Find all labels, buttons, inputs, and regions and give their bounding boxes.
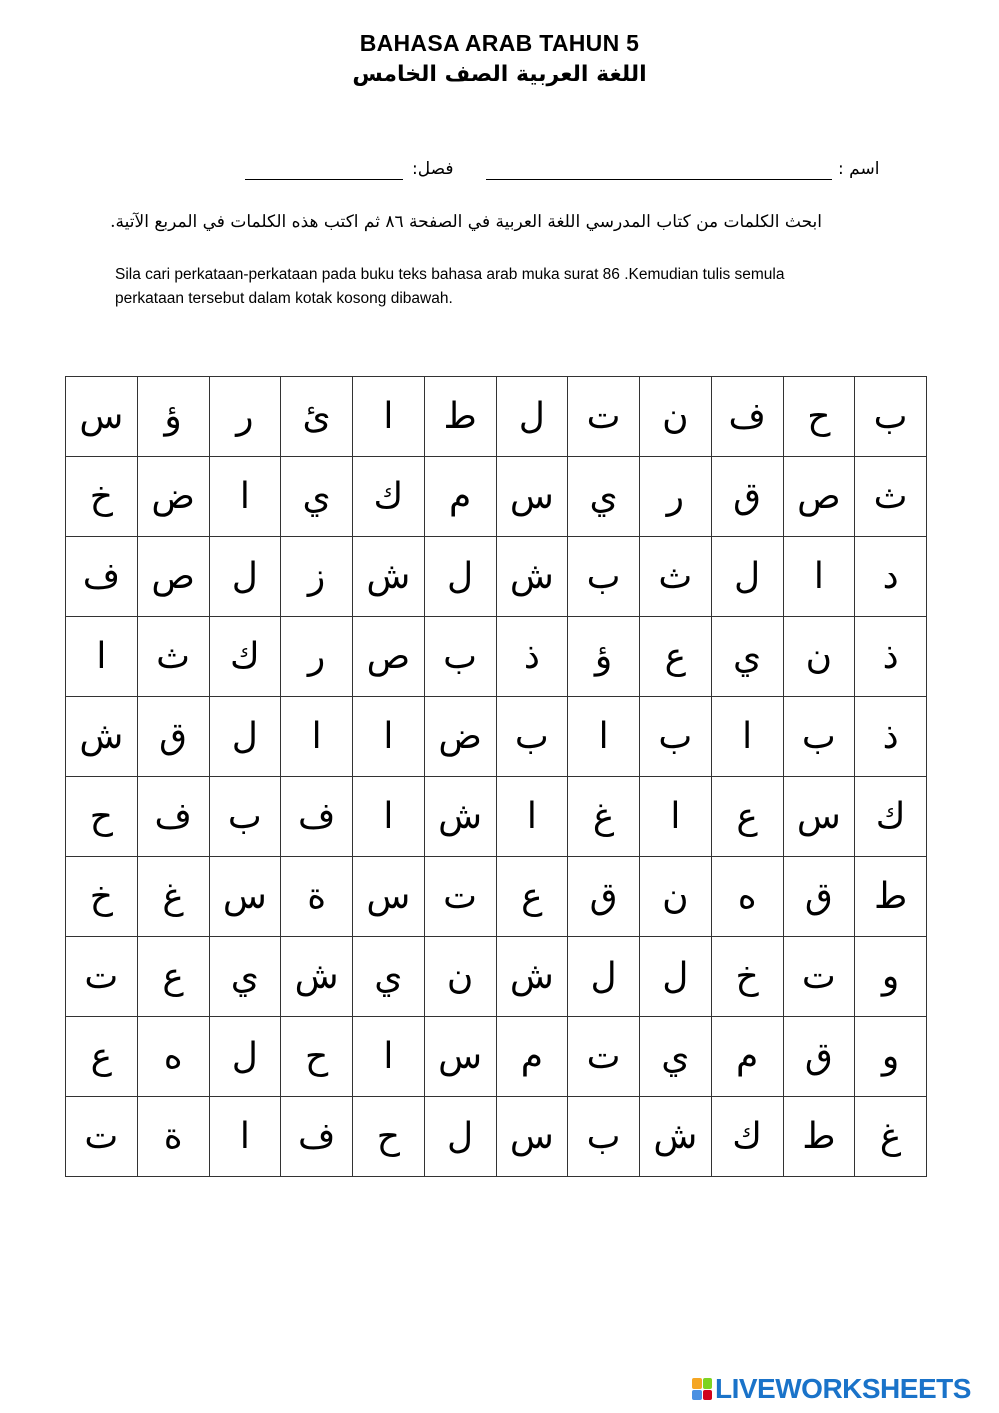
- grid-cell[interactable]: ل: [568, 937, 640, 1017]
- grid-cell[interactable]: ت: [568, 377, 640, 457]
- grid-row: [66, 857, 927, 937]
- grid-cell[interactable]: ط: [783, 1097, 855, 1177]
- grid-cell[interactable]: ه: [711, 857, 783, 937]
- grid-row: [66, 377, 927, 457]
- grid-cell[interactable]: ع: [137, 937, 209, 1017]
- grid-cell[interactable]: ة: [281, 857, 353, 937]
- grid-cell[interactable]: ل: [711, 537, 783, 617]
- grid-cell[interactable]: و: [855, 1017, 927, 1097]
- grid-cell[interactable]: ل: [640, 937, 712, 1017]
- grid-cell[interactable]: غ: [855, 1097, 927, 1177]
- grid-cell[interactable]: ب: [496, 697, 568, 777]
- grid-cell[interactable]: ا: [281, 697, 353, 777]
- grid-cell[interactable]: ن: [424, 937, 496, 1017]
- grid-cell[interactable]: ت: [783, 937, 855, 1017]
- grid-cell[interactable]: ص: [137, 537, 209, 617]
- grid-cell[interactable]: س: [209, 857, 281, 937]
- instruction-arabic: ابحث الكلمات من كتاب المدرسي اللغة العربية في الصفحة ٨٦ ثم اكتب هذه الكلمات في المربع الآتية.: [110, 212, 822, 232]
- grid-cell[interactable]: م: [711, 1017, 783, 1097]
- word-search-grid: [65, 376, 927, 1177]
- grid-cell[interactable]: ص: [783, 457, 855, 537]
- grid-row: [66, 1097, 927, 1177]
- grid-cell[interactable]: ه: [137, 1017, 209, 1097]
- grid-cell[interactable]: ل: [209, 1017, 281, 1097]
- grid-cell[interactable]: ط: [855, 857, 927, 937]
- grid-cell[interactable]: ا: [209, 457, 281, 537]
- grid-cell[interactable]: ا: [496, 777, 568, 857]
- grid-cell[interactable]: ا: [353, 377, 425, 457]
- grid-cell[interactable]: ط: [424, 377, 496, 457]
- grid-row: [66, 617, 927, 697]
- grid-cell[interactable]: ر: [281, 617, 353, 697]
- grid-row: [66, 777, 927, 857]
- grid-cell[interactable]: ك: [855, 777, 927, 857]
- grid-cell[interactable]: ح: [783, 377, 855, 457]
- grid-cell[interactable]: ن: [640, 377, 712, 457]
- grid-cell[interactable]: ت: [568, 1017, 640, 1097]
- grid-cell[interactable]: ب: [209, 777, 281, 857]
- grid-cell[interactable]: ي: [640, 1017, 712, 1097]
- grid-cell[interactable]: ي: [568, 457, 640, 537]
- grid-cell[interactable]: ل: [496, 377, 568, 457]
- grid-cell[interactable]: ش: [353, 537, 425, 617]
- grid-cell[interactable]: د: [855, 537, 927, 617]
- grid-cell[interactable]: م: [424, 457, 496, 537]
- grid-cell[interactable]: ي: [353, 937, 425, 1017]
- grid-cell[interactable]: ر: [209, 377, 281, 457]
- grid-cell[interactable]: ا: [209, 1097, 281, 1177]
- grid-cell[interactable]: ب: [783, 697, 855, 777]
- grid-cell[interactable]: ق: [137, 697, 209, 777]
- instruction-malay-line2: perkataan tersebut dalam kotak kosong dibawah.: [115, 290, 453, 307]
- grid-cell[interactable]: ش: [640, 1097, 712, 1177]
- grid-cell[interactable]: ف: [137, 777, 209, 857]
- grid-cell[interactable]: ب: [855, 377, 927, 457]
- grid-cell[interactable]: ق: [568, 857, 640, 937]
- page-subtitle: اللغة العربية الصف الخامس: [352, 62, 647, 87]
- grid-row: [66, 937, 927, 1017]
- grid-cell[interactable]: ل: [209, 697, 281, 777]
- grid-cell[interactable]: ن: [640, 857, 712, 937]
- grid-cell[interactable]: ث: [137, 617, 209, 697]
- grid-cell[interactable]: ع: [640, 617, 712, 697]
- grid-cell[interactable]: ة: [137, 1097, 209, 1177]
- grid-cell[interactable]: ق: [783, 857, 855, 937]
- instruction-malay-line1: Sila cari perkataan-perkataan pada buku teks bahasa arab muka surat 86 .Kemudian tulis semula: [115, 266, 785, 283]
- name-label: اسم :: [838, 159, 880, 179]
- grid-cell[interactable]: ا: [711, 697, 783, 777]
- liveworksheets-logo-text: LIVEWORKSHEETS: [715, 1373, 971, 1404]
- grid-cell[interactable]: ش: [496, 537, 568, 617]
- grid-cell[interactable]: ؤ: [137, 377, 209, 457]
- grid-cell[interactable]: ؤ: [568, 617, 640, 697]
- grid-cell[interactable]: ذ: [855, 697, 927, 777]
- grid-cell[interactable]: ع: [496, 857, 568, 937]
- name-field[interactable]: [486, 179, 832, 180]
- instruction-malay: [115, 263, 875, 311]
- grid-cell[interactable]: خ: [711, 937, 783, 1017]
- grid-cell[interactable]: س: [66, 377, 138, 457]
- grid-cell[interactable]: ض: [137, 457, 209, 537]
- grid-cell[interactable]: غ: [568, 777, 640, 857]
- grid-cell[interactable]: خ: [66, 457, 138, 537]
- grid-cell[interactable]: ت: [424, 857, 496, 937]
- grid-cell[interactable]: س: [353, 857, 425, 937]
- grid-cell[interactable]: ش: [424, 777, 496, 857]
- grid-cell[interactable]: ل: [209, 537, 281, 617]
- grid-cell[interactable]: ا: [640, 777, 712, 857]
- grid-cell[interactable]: ش: [496, 937, 568, 1017]
- grid-cell[interactable]: ف: [66, 537, 138, 617]
- grid-cell[interactable]: ك: [711, 1097, 783, 1177]
- grid-cell[interactable]: ف: [711, 377, 783, 457]
- grid-cell[interactable]: ح: [281, 1017, 353, 1097]
- grid-cell[interactable]: ي: [281, 457, 353, 537]
- class-field[interactable]: [245, 179, 403, 180]
- grid-cell[interactable]: م: [496, 1017, 568, 1097]
- grid-cell[interactable]: ك: [209, 617, 281, 697]
- grid-cell[interactable]: ا: [353, 697, 425, 777]
- grid-cell[interactable]: ق: [711, 457, 783, 537]
- grid-row: [66, 1017, 927, 1097]
- grid-cell[interactable]: ع: [66, 1017, 138, 1097]
- grid-cell[interactable]: ث: [640, 537, 712, 617]
- grid-cell[interactable]: ذ: [496, 617, 568, 697]
- grid-cell[interactable]: ا: [66, 617, 138, 697]
- grid-row: [66, 697, 927, 777]
- grid-cell[interactable]: ي: [711, 617, 783, 697]
- grid-cell[interactable]: س: [783, 777, 855, 857]
- grid-cell[interactable]: ب: [568, 1097, 640, 1177]
- grid-cell[interactable]: ص: [353, 617, 425, 697]
- grid-cell[interactable]: ب: [568, 537, 640, 617]
- grid-row: [66, 457, 927, 537]
- grid-cell[interactable]: س: [424, 1017, 496, 1097]
- grid-cell[interactable]: س: [496, 457, 568, 537]
- grid-cell[interactable]: ش: [66, 697, 138, 777]
- liveworksheets-logo: [692, 1374, 971, 1404]
- grid-cell[interactable]: غ: [137, 857, 209, 937]
- grid-cell[interactable]: ئ: [281, 377, 353, 457]
- grid-cell[interactable]: ش: [281, 937, 353, 1017]
- grid-cell[interactable]: ي: [209, 937, 281, 1017]
- grid-cell[interactable]: ك: [353, 457, 425, 537]
- grid-cell[interactable]: ا: [568, 697, 640, 777]
- grid-cell[interactable]: ن: [783, 617, 855, 697]
- grid-cell[interactable]: ا: [353, 1017, 425, 1097]
- grid-cell[interactable]: ت: [66, 1097, 138, 1177]
- grid-cell[interactable]: ب: [424, 617, 496, 697]
- grid-row: [66, 537, 927, 617]
- page-title: BAHASA ARAB TAHUN 5: [359, 30, 640, 56]
- liveworksheets-logo-icon: [692, 1378, 712, 1400]
- grid-cell[interactable]: ف: [281, 1097, 353, 1177]
- grid-cell[interactable]: ا: [783, 537, 855, 617]
- grid-cell[interactable]: ع: [711, 777, 783, 857]
- grid-cell[interactable]: خ: [66, 857, 138, 937]
- grid-cell[interactable]: ف: [281, 777, 353, 857]
- grid-cell[interactable]: ح: [353, 1097, 425, 1177]
- grid-cell[interactable]: ب: [640, 697, 712, 777]
- grid-cell[interactable]: ض: [424, 697, 496, 777]
- grid-cell[interactable]: ا: [353, 777, 425, 857]
- grid-cell[interactable]: ث: [855, 457, 927, 537]
- grid-cell[interactable]: ق: [783, 1017, 855, 1097]
- grid-cell[interactable]: ح: [66, 777, 138, 857]
- class-label: فصل:: [412, 159, 454, 179]
- grid-cell[interactable]: و: [855, 937, 927, 1017]
- grid-cell[interactable]: ل: [424, 1097, 496, 1177]
- grid-cell[interactable]: ل: [424, 537, 496, 617]
- word-search-grid-body: [66, 377, 927, 1177]
- grid-cell[interactable]: س: [496, 1097, 568, 1177]
- grid-cell[interactable]: ت: [66, 937, 138, 1017]
- grid-cell[interactable]: ز: [281, 537, 353, 617]
- grid-cell[interactable]: ذ: [855, 617, 927, 697]
- grid-cell[interactable]: ر: [640, 457, 712, 537]
